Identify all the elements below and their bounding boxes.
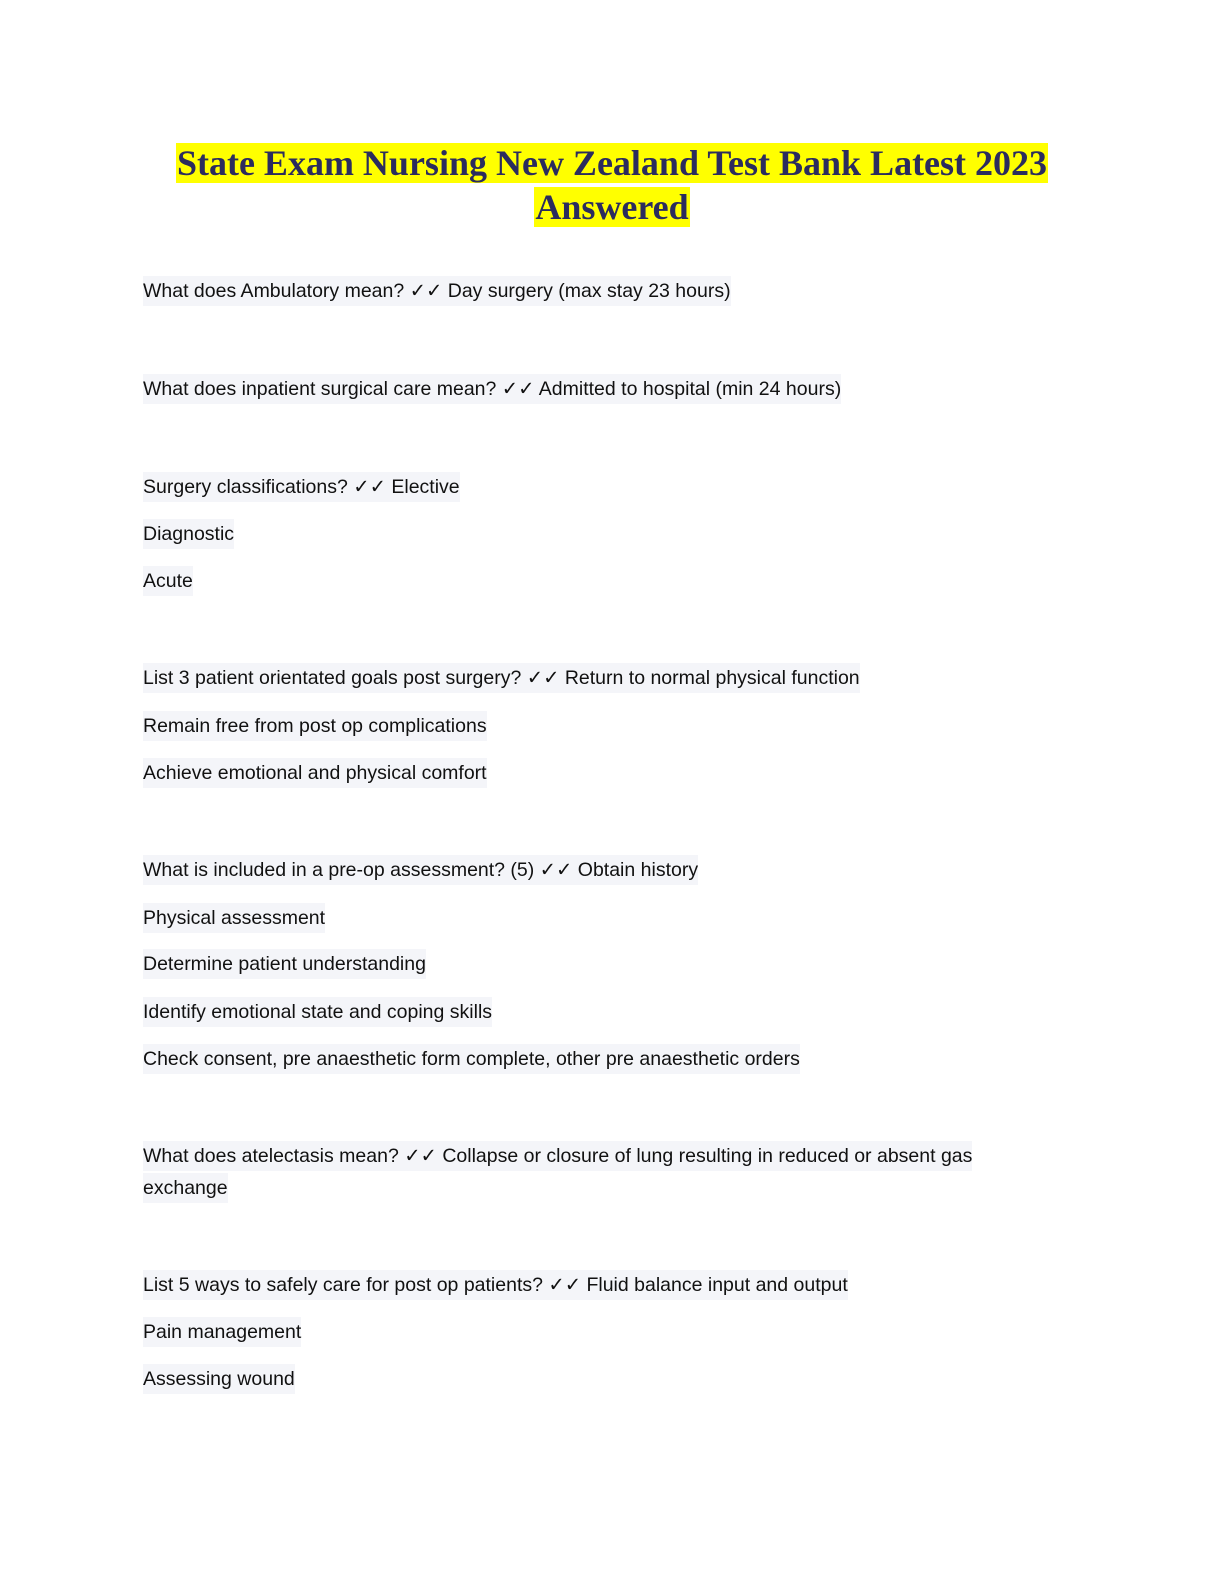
title-line-1: State Exam Nursing New Zealand Test Bank Latest 2023 [176,143,1048,183]
qa-answer-line: Identify emotional state and coping skills [143,997,492,1027]
qa-answer-line: Physical assessment [143,903,325,933]
qa-answer-line: Determine patient understanding [143,949,426,979]
qa-answer-line: Remain free from post op complications [143,711,487,741]
qa-question: List 5 ways to safely care for post op patients? ✓✓ Fluid balance input and output [143,1270,848,1300]
qa-answer-line: exchange [143,1173,228,1203]
qa-answer-line: Achieve emotional and physical comfort [143,758,487,788]
qa-question: Surgery classifications? ✓✓ Elective [143,472,460,502]
title-line-2: Answered [535,187,689,227]
document-title-cont [0,185,1224,229]
document-title [0,141,1224,185]
qa-answer-line: Check consent, pre anaesthetic form complete, other pre anaesthetic orders [143,1044,800,1074]
qa-answer-line: Assessing wound [143,1364,295,1394]
qa-question: What does inpatient surgical care mean? ✓✓ Admitted to hospital (min 24 hours) [143,374,841,404]
qa-question: List 3 patient orientated goals post surgery? ✓✓ Return to normal physical function [143,663,860,693]
qa-answer-line: Pain management [143,1317,301,1347]
qa-question: What is included in a pre-op assessment? (5) ✓✓ Obtain history [143,855,698,885]
qa-answer-line: Diagnostic [143,519,234,549]
qa-answer-line: Acute [143,566,193,596]
qa-question: What does Ambulatory mean? ✓✓ Day surgery (max stay 23 hours) [143,276,731,306]
qa-question: What does atelectasis mean? ✓✓ Collapse or closure of lung resulting in reduced or absent gas [143,1141,972,1171]
